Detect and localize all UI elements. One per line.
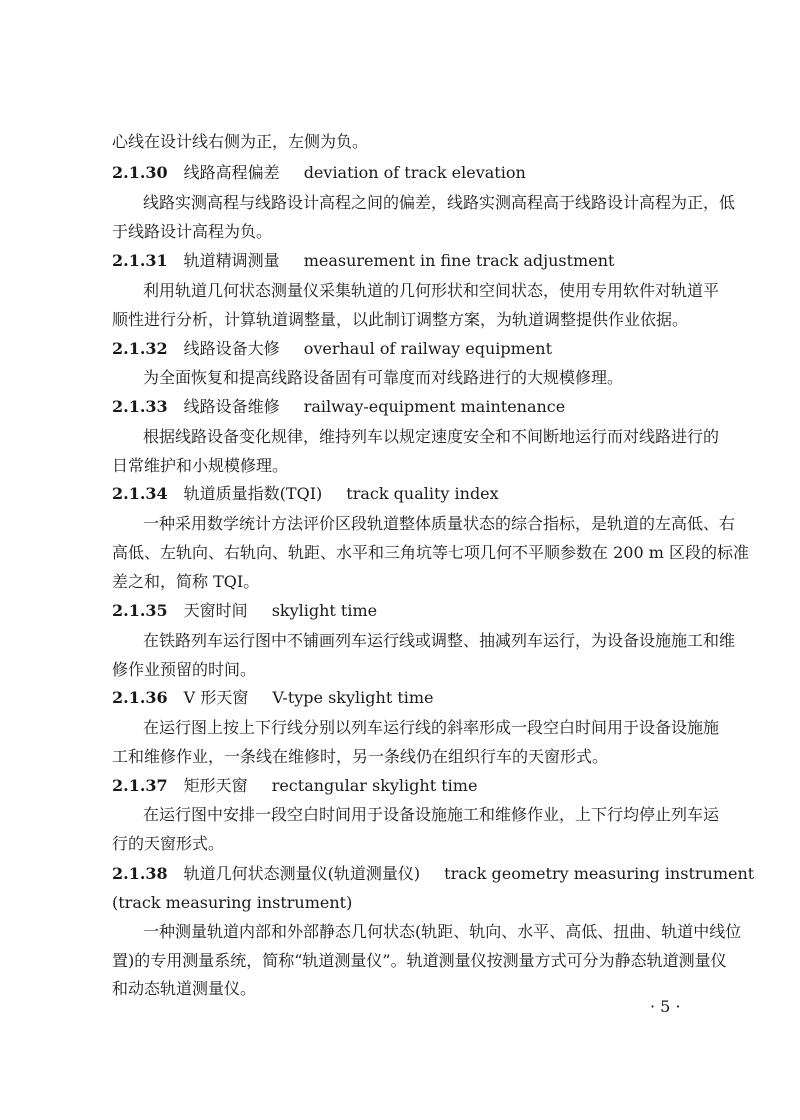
clause-number: 2.1.34	[112, 484, 168, 503]
term-english: railway-equipment maintenance	[303, 397, 566, 416]
clause-heading-2-1-32	[112, 339, 704, 359]
clause-number: 2.1.31	[112, 251, 168, 270]
clause-heading-2-1-31	[112, 251, 704, 271]
definition-text-line: 在运行图上按上下行线分别以列车运行线的斜率形成一段空白时间用于设备设施施	[143, 718, 720, 737]
definition-text-line: 线路实测高程与线路设计高程之间的偏差，线路实测高程高于线路设计高程为正，低	[143, 193, 736, 212]
definition-text-line: 高低、左轨向、右轨向、轨距、水平和三角坑等七项几何不平顺参数在 200 m 区段的标准	[112, 543, 749, 562]
definition-text-line: 一种采用数学统计方法评价区段轨道整体质量状态的综合指标，是轨道的左高低、右	[143, 514, 736, 533]
definition-text-line: 在铁路列车运行图中不铺画列车运行线或调整、抽减列车运行，为设备设施施工和维	[143, 631, 736, 650]
clause-number: 2.1.32	[112, 339, 168, 358]
term-english: track geometry measuring instrument	[444, 864, 755, 883]
definition-text-line: 修作业预留的时间。	[112, 660, 257, 679]
term-chinese: V 形天窗	[183, 688, 249, 707]
definition-text-line: 行的天窗形式。	[112, 834, 225, 853]
clause-number: 2.1.33	[112, 397, 168, 416]
term-chinese: 线路高程偏差	[183, 163, 280, 182]
clause-number: 2.1.35	[112, 601, 168, 620]
clause-number: 2.1.30	[112, 163, 168, 182]
clause-heading-2-1-35	[112, 601, 704, 621]
definition-text-line: 一种测量轨道内部和外部静态几何状态(轨距、轨向、水平、高低、扭曲、轨道中线位	[143, 922, 742, 941]
definition-text-line: 差之和，简称 TQI。	[112, 572, 260, 591]
term-english: rectangular skylight time	[271, 776, 478, 795]
term-chinese: 轨道几何状态测量仪(轨道测量仪)	[183, 864, 421, 883]
term-english-continuation: (track measuring instrument)	[112, 893, 353, 912]
clause-heading-2-1-30	[112, 163, 704, 183]
clause-heading-2-1-36	[112, 688, 704, 708]
clause-heading-2-1-37	[112, 776, 704, 796]
definition-text-line: 和动态轨道测量仪。	[112, 979, 257, 998]
clause-number: 2.1.38	[112, 864, 168, 883]
definition-text-line: 于线路设计高程为负。	[112, 222, 273, 241]
definition-text-line: 为全面恢复和提高线路设备固有可靠度而对线路进行的大规模修理。	[143, 368, 624, 387]
definition-text-line: 在运行图中安排一段空白时间用于设备设施施工和维修作业，上下行均停止列车运	[143, 805, 720, 824]
page-number: · 5 ·	[650, 997, 681, 1016]
term-chinese: 线路设备大修	[183, 339, 280, 358]
definition-text-line: 日常维护和小规模修理。	[112, 456, 289, 475]
term-english: track quality index	[346, 484, 499, 503]
term-chinese: 矩形天窗	[183, 776, 248, 795]
definition-text-line: 根据线路设备变化规律，维持列车以规定速度安全和不间断地运行而对线路进行的	[143, 427, 720, 446]
definition-text-line: 利用轨道几何状态测量仪采集轨道的几何形状和空间状态，使用专用软件对轨道平	[143, 281, 720, 300]
clause-number: 2.1.36	[112, 688, 168, 707]
term-chinese: 轨道精调测量	[183, 251, 280, 270]
definition-text-line: 工和维修作业，一条线在维修时，另一条线仍在组织行车的天窗形式。	[112, 747, 609, 766]
clause-heading-2-1-33	[112, 397, 704, 417]
term-english: V-type skylight time	[272, 688, 434, 707]
term-english: skylight time	[271, 601, 378, 620]
term-english: measurement in fine track adjustment	[303, 251, 615, 270]
definition-text-line: 置)的专用测量系统，简称“轨道测量仪”。轨道测量仪按测量方式可分为静态轨道测量仪	[112, 951, 727, 970]
term-english: deviation of track elevation	[303, 163, 526, 182]
definition-text-line: 顺性进行分析，计算轨道调整量，以此制订调整方案，为轨道调整提供作业依据。	[112, 310, 689, 329]
body-text-line: 心线在设计线右侧为正，左侧为负。	[112, 132, 369, 151]
clause-number: 2.1.37	[112, 776, 168, 795]
term-chinese: 天窗时间	[183, 601, 248, 620]
clause-heading-2-1-34	[112, 484, 704, 504]
term-english: overhaul of railway equipment	[303, 339, 552, 358]
clause-heading-2-1-38	[112, 864, 755, 884]
term-chinese: 线路设备维修	[183, 397, 280, 416]
term-chinese: 轨道质量指数(TQI)	[183, 484, 323, 503]
